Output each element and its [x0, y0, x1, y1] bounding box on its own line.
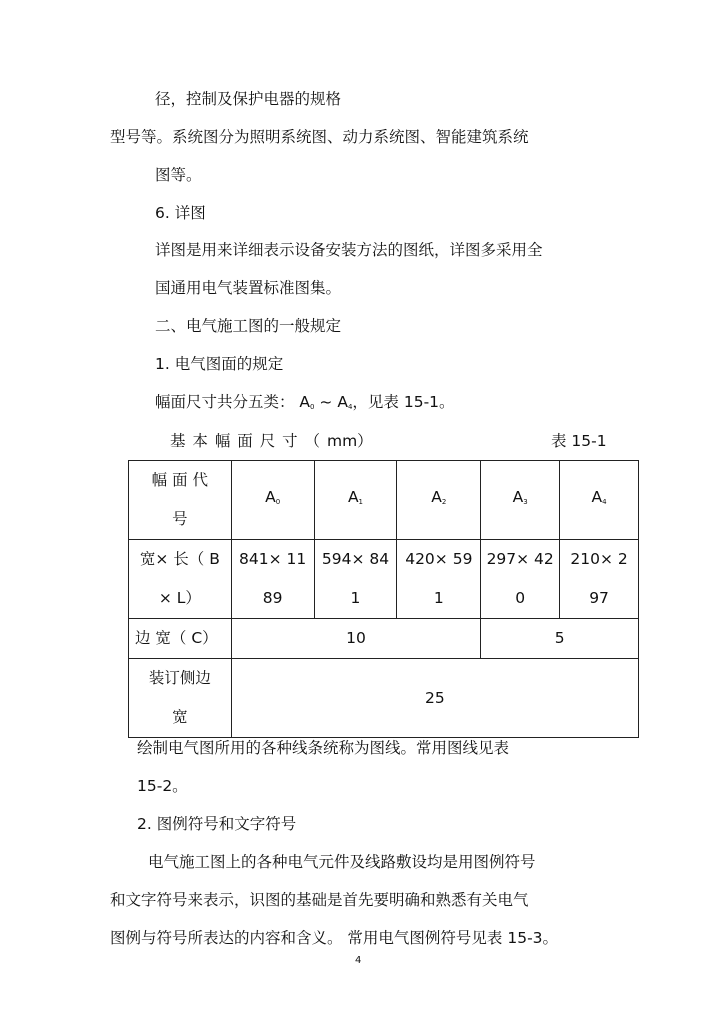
size-line1: 420× 59 — [405, 550, 473, 568]
table-row — [129, 540, 639, 619]
code-subscript: 1 — [358, 498, 364, 506]
size-line2: 1 — [350, 589, 361, 607]
code-letter: A — [431, 488, 442, 506]
table-row — [129, 619, 639, 659]
sheet-sizes-sub-0: 0 — [310, 403, 315, 411]
size-line1: 210× 2 — [570, 550, 628, 568]
margin-value-b: 5 — [481, 619, 639, 659]
size-cell — [481, 540, 560, 619]
sheet-sizes-sub-4: 4 — [347, 403, 353, 411]
paragraph-14: 和文字符号来表示，识图的基础是首先要明确和熟悉有关电气 — [110, 891, 529, 909]
size-line2: 89 — [262, 589, 283, 607]
size-label-line1: 宽× 长（ B — [139, 550, 220, 568]
size-line1: 841× 11 — [239, 550, 307, 568]
size-line2: 97 — [589, 589, 609, 607]
table-row — [129, 659, 639, 738]
binding-value: 25 — [231, 659, 638, 738]
code-letter: A — [347, 488, 359, 506]
size-line2: 1 — [433, 589, 444, 607]
code-letter: A — [512, 488, 524, 506]
table-caption-title: 基 本 幅 面 尺 寸 （ mm） — [170, 432, 373, 450]
binding-label-line1: 装订侧边 — [148, 669, 211, 687]
size-line2: 0 — [515, 589, 526, 607]
header-label-cell — [129, 461, 232, 540]
code-letter: A — [591, 488, 603, 506]
binding-label-cell — [129, 659, 232, 738]
paragraph-15: 图例与符号所表达的内容和含义。 常用电气图例符号见表 15-3。 — [110, 929, 559, 947]
binding-label-line2: 宽 — [172, 708, 188, 726]
paragraph-lines-ref: 15-2。 — [137, 777, 188, 795]
paragraph-sheet-sizes — [155, 392, 455, 417]
code-cell — [560, 461, 639, 540]
size-cell — [397, 540, 481, 619]
size-cell — [231, 540, 314, 619]
size-line1: 297× 42 — [486, 550, 554, 568]
sheet-sizes-text-b: ~ A — [314, 393, 348, 411]
paragraph-6: 国通用电气装置标准图集。 — [155, 279, 342, 297]
size-line1: 594× 84 — [321, 550, 390, 568]
sheet-sizes-text-c: ，见表 15-1。 — [352, 393, 455, 411]
code-cell — [231, 461, 314, 540]
table-row — [129, 461, 639, 540]
sheet-sizes-text-a: 幅面尺寸共分五类： A — [155, 393, 311, 411]
size-cell — [314, 540, 397, 619]
sheet-size-table — [128, 460, 639, 738]
heading-symbols: 2. 图例符号和文字符号 — [137, 815, 297, 833]
code-subscript: 0 — [275, 498, 281, 506]
code-cell — [481, 461, 560, 540]
header-label-line1: 幅 面 代 — [151, 471, 209, 489]
size-label-cell — [129, 540, 232, 619]
paragraph-2: 型号等。系统图分为照明系统图、动力系统图、智能建筑系统 — [110, 128, 529, 146]
heading-general-rules: 二、电气施工图的一般规定 — [155, 317, 342, 335]
page-number: 4 — [355, 955, 362, 966]
code-subscript: 3 — [523, 498, 528, 506]
code-subscript: 4 — [602, 498, 607, 506]
margin-value-a: 10 — [231, 619, 481, 659]
header-label-line2: 号 — [172, 510, 188, 528]
code-cell — [397, 461, 481, 540]
code-subscript: 2 — [441, 498, 447, 506]
paragraph-1: 径，控制及保护电器的规格 — [155, 90, 342, 108]
size-label-line2: × L） — [158, 589, 201, 607]
heading-drawing-surface: 1. 电气图面的规定 — [155, 355, 284, 373]
margin-label-cell: 边 宽（ C） — [129, 619, 232, 659]
heading-detail-drawing: 6. 详图 — [155, 204, 206, 222]
paragraph-3: 图等。 — [155, 166, 202, 184]
code-letter: A — [265, 488, 276, 506]
paragraph-5: 详图是用来详细表示设备安装方法的图纸，详图多采用全 — [155, 241, 543, 259]
paragraph-lines: 绘制电气图所用的各种线条统称为图线。常用图线见表 — [137, 739, 510, 757]
size-cell — [560, 540, 639, 619]
code-cell — [314, 461, 397, 540]
paragraph-13: 电气施工图上的各种电气元件及线路敷设均是用图例符号 — [148, 853, 536, 871]
table-caption-number: 表 15-1 — [551, 432, 607, 450]
